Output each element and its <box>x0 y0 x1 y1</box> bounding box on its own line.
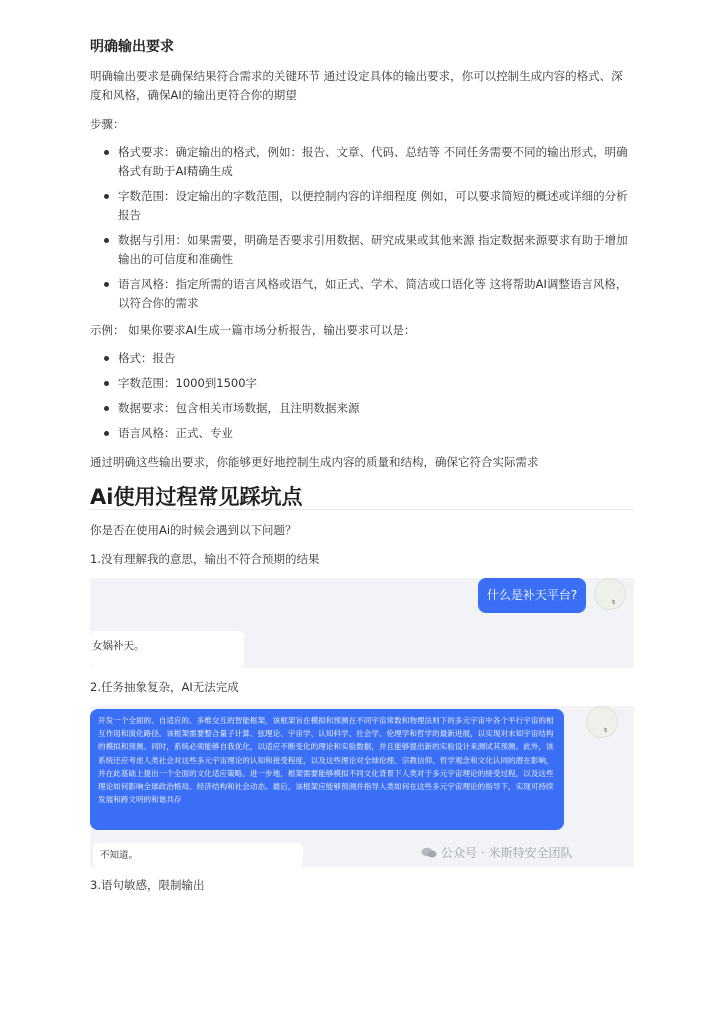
pitfalls-heading: Ai使用过程常见踩坑点 <box>90 485 303 509</box>
pitfall-1-label: 1.没有理解我的意思，输出不符合预期的结果 <box>90 552 320 566</box>
steps-label: 步骤： <box>90 117 125 131</box>
intro-paragraph: 明确输出要求是确保结果符合需求的关键环节 通过设定具体的输出要求，你可以控制生成内容的格式、深度和风格，确保AI的输出更符合你的期望 <box>90 69 623 102</box>
list-item: 数据与引用：如果需要，明确是否要求引用数据、研究成果或其他来源 指定数据来源要求有助于增加输出的可信度和准确性 <box>90 231 634 269</box>
list-item: 语言风格：指定所需的语言风格或语气，如正式、学术、简洁或口语化等 这将帮助AI调整语言风格，以符合你的需求 <box>90 275 634 313</box>
ai-reply-text: 不知道。 <box>100 850 139 861</box>
ai-reply-text: 女娲补天。 <box>92 640 145 652</box>
examples-list <box>90 349 634 443</box>
ai-reply-bubble <box>90 631 244 668</box>
ai-reply-bubble <box>93 843 303 867</box>
list-item: 数据要求：包含相关市场数据，且注明数据来源 <box>90 399 634 418</box>
pitfalls-question: 你是否在使用Ai的时候会遇到以下问题？ <box>90 523 297 537</box>
avatar: ↯ <box>586 706 618 738</box>
pitfall-3-label: 3.语句敏感，限制输出 <box>90 878 205 892</box>
user-message-text: 什么是补天平台? <box>486 588 578 602</box>
chat-screenshot-1 <box>90 578 634 668</box>
list-item: 语言风格：正式、专业 <box>90 424 634 443</box>
list-item: 格式要求：确定输出的格式，例如：报告、文章、代码、总结等 不同任务需要不同的输出形式，明确格式有助于AI精确生成 <box>90 143 634 181</box>
user-message-bubble <box>90 709 564 830</box>
list-item: 格式：报告 <box>90 349 634 368</box>
avatar: ↯ <box>594 578 626 610</box>
summary-paragraph: 通过明确这些输出要求，你能够更好地控制生成内容的质量和结构，确保它符合实际需求 <box>90 455 539 469</box>
example-intro: 示例： 如果你要求AI生成一篇市场分析报告，输出要求可以是： <box>90 323 416 337</box>
heading-divider <box>90 509 634 510</box>
list-item: 字数范围：设定输出的字数范围，以便控制内容的详细程度 例如，可以要求简短的概述或详细的分析报告 <box>90 187 634 225</box>
list-item: 字数范围：1000到1500字 <box>90 374 634 393</box>
wechat-icon <box>421 847 437 858</box>
steps-list <box>90 143 634 313</box>
section-heading: 明确输出要求 <box>90 39 174 55</box>
user-message-text: 开发一个全面的、自适应的、多维交互的智能框架，该框架旨在模拟和预测在不同宇宙常数和物理法则下的多元宇宙中各个平行宇宙的相互作用和演化路径。该框架需要整合量子计算、弦理论、宇宙学、认知科学、社会学、伦理学和哲学的最新进展，以实现对未知宇宙结构的模拟和预测。同时，系统必须能够自我优化，以适应不断变化的理论和实验数据，并且能够提出新的实验设计来测试其预测。此外，该系统还应考虑人类社会对这些多元宇宙理论的认知和接受程度，以及这些理论对全球伦理、宗教信仰、哲学观念和文化认同的潜在影响，并在此基础上提出一个全面的文化适应策略。进一步地，框架需要能够模拟不同文化背景下人类对于多元宇宙理论的接受过程，以及这些理论如何影响全球政治格局、经济结构和社会动态。最后，该框架应能够预测并指导人类如何在这些多元宇宙理论的指导下，实现可持续发展和跨文明的和谐共存 <box>98 716 554 805</box>
pitfall-2-label: 2.任务抽象复杂，AI无法完成 <box>90 680 239 694</box>
chat-screenshot-2 <box>90 706 634 867</box>
user-message-bubble <box>478 578 586 613</box>
watermark: 公众号 · 米斯特安全团队 <box>441 846 573 860</box>
